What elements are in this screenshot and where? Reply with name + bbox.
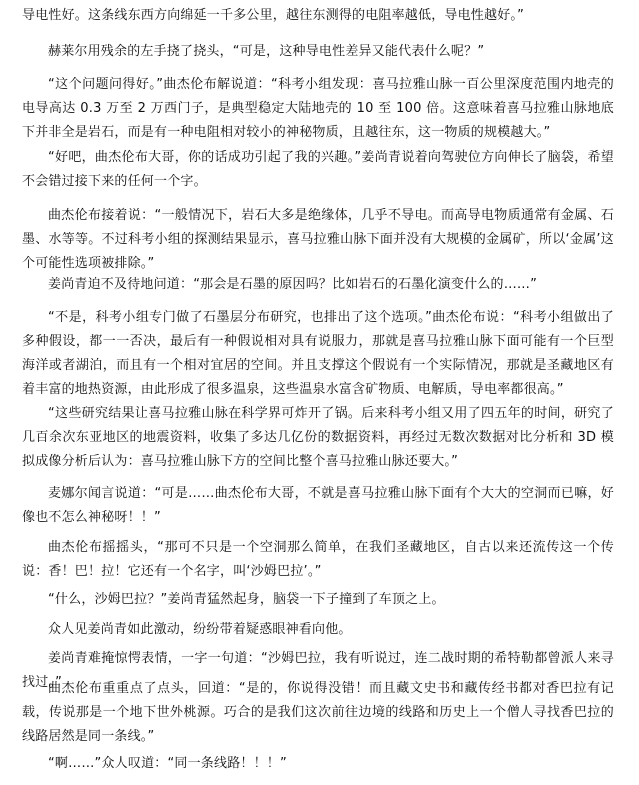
- paragraph: “这个问题问得好。”曲杰伦布解说道：“科考小组发现：喜马拉雅山脉一百公里深度范围内地壳的电导高达 0.3 万至 2 万西门子，是典型稳定大陆地壳的 10 至 100 倍。这意味着喜马拉雅山脉地底下并非全是岩石，而是有一种电阻相对较小的神秘物质，且越往东，这一物质的规模越大。”: [22, 77, 614, 140]
- paragraph: “好吧，曲杰伦布大哥，你的话成功引起了我的兴趣。”姜尚青说着向驾驶位方向伸长了脑袋，希望不会错过接下来的任何一个字。: [22, 150, 614, 189]
- paragraph: 曲杰伦布接着说：“一般情况下，岩石大多是绝缘体，几乎不导电。而高导电物质通常有金属、石墨、水等等。不过科考小组的探测结果显示，喜马拉雅山脉下面并没有大规模的金属矿，所以‘金属’这个可能性选项被排除。”: [22, 208, 614, 271]
- paragraph: 众人见姜尚青如此激动，纷纷带着疑惑眼神看向他。: [48, 622, 352, 637]
- paragraph: “这些研究结果让喜马拉雅山脉在科学界可炸开了锅。后来科考小组又用了四五年的时间，研究了几百余次东亚地区的地震资料，收集了多达几亿份的数据资料，再经过无数次数据对比分析和 3D 模拟成像分析后认为：喜马拉雅山脉下方的空间比整个喜马拉雅山脉还要大。”: [22, 406, 614, 469]
- paragraph: 曲杰伦布重重点了点头，回道：“是的，你说得没错！而且藏文史书和藏传经书都对香巴拉有记载，传说那是一个地下世外桃源。巧合的是我们这次前往边境的线路和历史上一个僧人寻找香巴拉的线路居然是同一条线。”: [22, 681, 614, 744]
- paragraph: “什么，沙姆巴拉？”姜尚青猛然起身，脑袋一下子撞到了车顶之上。: [48, 592, 445, 607]
- paragraph: “不是，科考小组专门做了石墨层分布研究，也排出了这个选项。”曲杰伦布说：“科考小组做出了多种假设，都一一否决，最后有一种假说相对具有说服力，那就是喜马拉雅山脉下面可能有一个巨型海洋或者湖泊，而且有一个相对宜居的空间。并且支撑这个假说有一个实际情况，那就是圣藏地区有着丰富的地热资源，由此形成了很多温泉，这些温泉水富含矿物质、电解质，导电率都很高。”: [22, 310, 614, 397]
- paragraph: 曲杰伦布摇摇头，“那可不只是一个空洞那么简单，在我们圣藏地区，自古以来还流传这一个传说：香！巴！拉！它还有一个名字，叫‘沙姆巴拉’。”: [22, 540, 614, 579]
- paragraph: 导电性好。这条线东西方向绵延一千多公里，越往东测得的电阻率越低，导电性越好。”: [22, 8, 525, 23]
- paragraph: 姜尚青难掩惊愕表情，一字一句道：“沙姆巴拉，我有听说过，连二战时期的希特勒都曾派人来寻找过。”: [22, 651, 614, 690]
- paragraph: 赫莱尔用残余的左手挠了挠头，“可是，这种导电性差异又能代表什么呢？”: [48, 44, 485, 59]
- paragraph: 麦娜尔闻言说道：“可是……曲杰伦布大哥，不就是喜马拉雅山脉下面有个大大的空洞而已嘛，好像也不怎么神秘呀！！”: [22, 486, 614, 525]
- paragraph: 姜尚青迫不及待地问道：“那会是石墨的原因吗？比如岩石的石墨化演变什么的……”: [48, 277, 538, 292]
- paragraph: “啊……”众人叹道：“同一条线路！！！”: [48, 756, 287, 771]
